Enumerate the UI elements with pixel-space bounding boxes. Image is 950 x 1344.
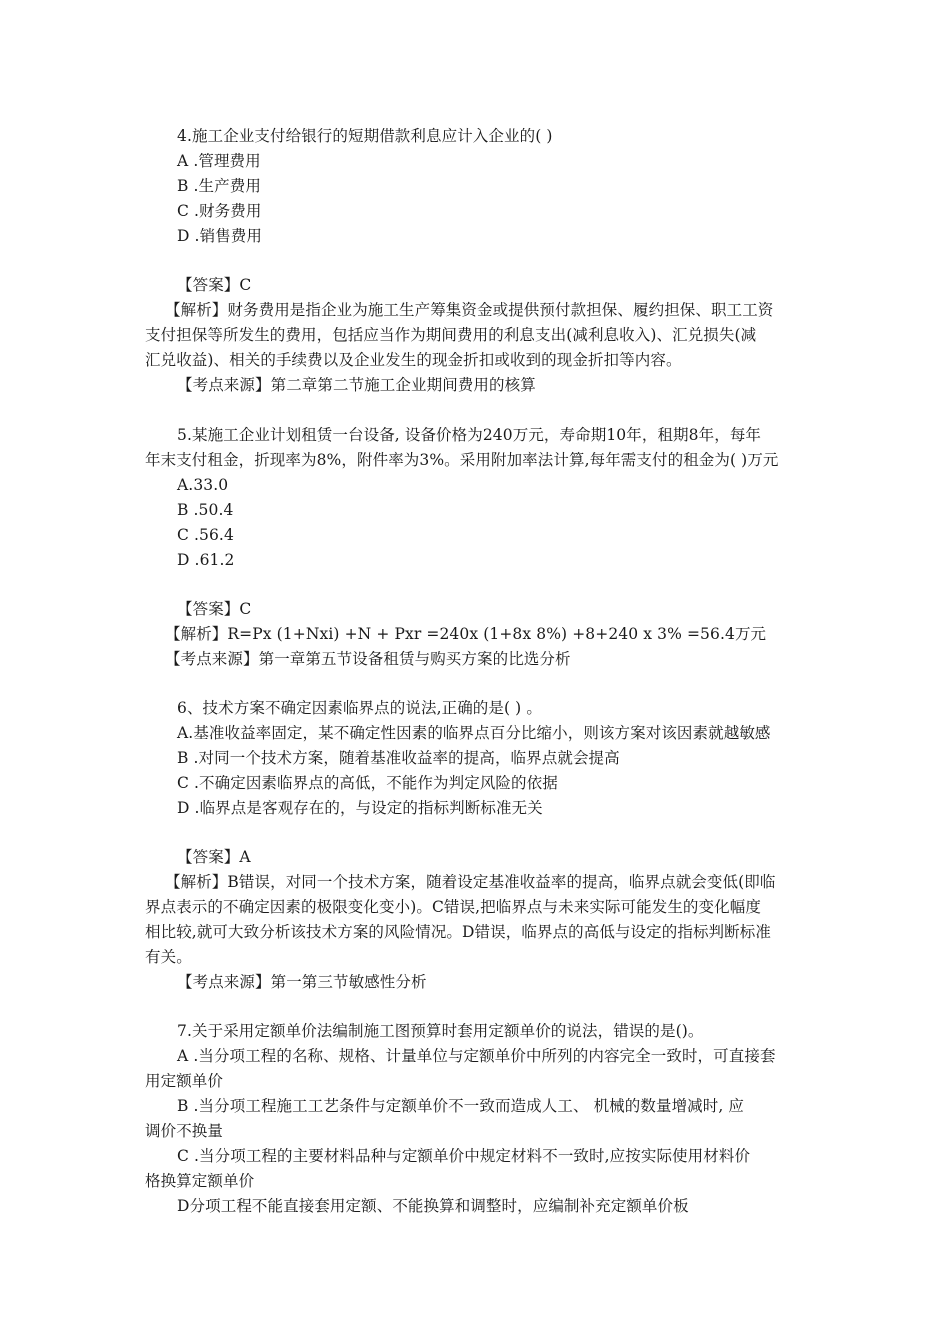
q4-analysis-line-3: 汇兑收益)、相关的手续费以及企业发生的现金折扣或收到的现金折扣等内容。 [145, 351, 682, 369]
q5-option-b: B .50.4 [177, 501, 234, 519]
q6-analysis-line-1: 【解析】B错误，对同一个技术方案，随着设定基准收益率的提高，临界点就会变低(即临 [165, 873, 776, 891]
q5-option-d: D .61.2 [177, 551, 235, 569]
q5-analysis: 【解析】R=Px (1+Nxi) +N + Pxr =240x (1+8x 8%) +8+240 x 3% =56.4万元 [165, 625, 767, 643]
q6-question: 6、技术方案不确定因素临界点的说法,正确的是( ) 。 [177, 699, 542, 717]
q4-option-b: B .生产费用 [177, 177, 261, 195]
q7-option-a-line-1: A .当分项工程的名称、规格、计量单位与定额单价中所列的内容完全一致时，可直接套 [177, 1047, 776, 1065]
q7-option-c-line-2: 格换算定额单价 [145, 1172, 255, 1190]
q6-analysis-line-4: 有关。 [145, 948, 192, 966]
q7-option-c-line-1: C .当分项工程的主要材料品种与定额单价中规定材料不一致时,应按实际使用材料价 [177, 1147, 751, 1165]
q6-option-c: C .不确定因素临界点的高低，不能作为判定风险的依据 [177, 774, 558, 792]
q5-option-a: A.33.0 [177, 476, 229, 494]
q7-option-d: D分项工程不能直接套用定额、不能换算和调整时，应编制补充定额单价板 [177, 1197, 689, 1215]
q6-option-b: B .对同一个技术方案，随着基准收益率的提高，临界点就会提高 [177, 749, 620, 767]
q4-question: 4.施工企业支付给银行的短期借款利息应计入企业的( ) [177, 127, 553, 145]
q5-answer: 【答案】C [177, 600, 252, 618]
q4-analysis-line-1: 【解析】财务费用是指企业为施工生产筹集资金或提供预付款担保、履约担保、职工工资 [165, 301, 774, 319]
q6-analysis-line-3: 相比较,就可大致分析该技术方案的风险情况。D错误，临界点的高低与设定的指标判断标准 [145, 923, 771, 941]
q4-option-a: A .管理费用 [177, 152, 261, 170]
q6-analysis-line-2: 界点表示的不确定因素的极限变化变小)。C错误,把临界点与未来实际可能发生的变化幅度 [145, 898, 761, 916]
q4-answer: 【答案】C [177, 276, 252, 294]
q5-source: 【考点来源】第一章第五节设备租赁与购买方案的比选分析 [165, 650, 571, 668]
q6-option-a: A.基准收益率固定，某不确定性因素的临界点百分比缩小，则该方案对该因素就越敏感 [177, 724, 771, 742]
q7-option-b-line-2: 调价不换量 [145, 1122, 224, 1140]
q7-option-a-line-2: 用定额单价 [145, 1072, 224, 1090]
q6-option-d: D .临界点是客观存在的，与设定的指标判断标准无关 [177, 799, 543, 817]
q6-source: 【考点来源】第一第三节敏感性分析 [177, 973, 427, 991]
q4-analysis-line-2: 支付担保等所发生的费用，包括应当作为期间费用的利息支出(减利息收入)、汇兑损失(减 [145, 326, 757, 344]
q4-option-c: C .财务费用 [177, 202, 262, 220]
q7-question: 7.关于采用定额单价法编制施工图预算时套用定额单价的说法，错误的是()。 [177, 1022, 704, 1040]
q5-question-line-1: 5.某施工企业计划租赁一台设备, 设备价格为240万元，寿命期10年，租期8年，每年 [177, 426, 762, 444]
q4-option-d: D .销售费用 [177, 227, 262, 245]
q5-option-c: C .56.4 [177, 526, 234, 544]
q4-source: 【考点来源】第二章第二节施工企业期间费用的核算 [177, 376, 536, 394]
q6-answer: 【答案】A [177, 848, 251, 866]
q5-question-line-2: 年末支付租金，折现率为8%，附件率为3%。采用附加率法计算,每年需支付的租金为( )万元 [145, 451, 779, 469]
q7-option-b-line-1: B .当分项工程施工工艺条件与定额单价不一致而造成人工、 机械的数量增减时, 应 [177, 1097, 745, 1115]
